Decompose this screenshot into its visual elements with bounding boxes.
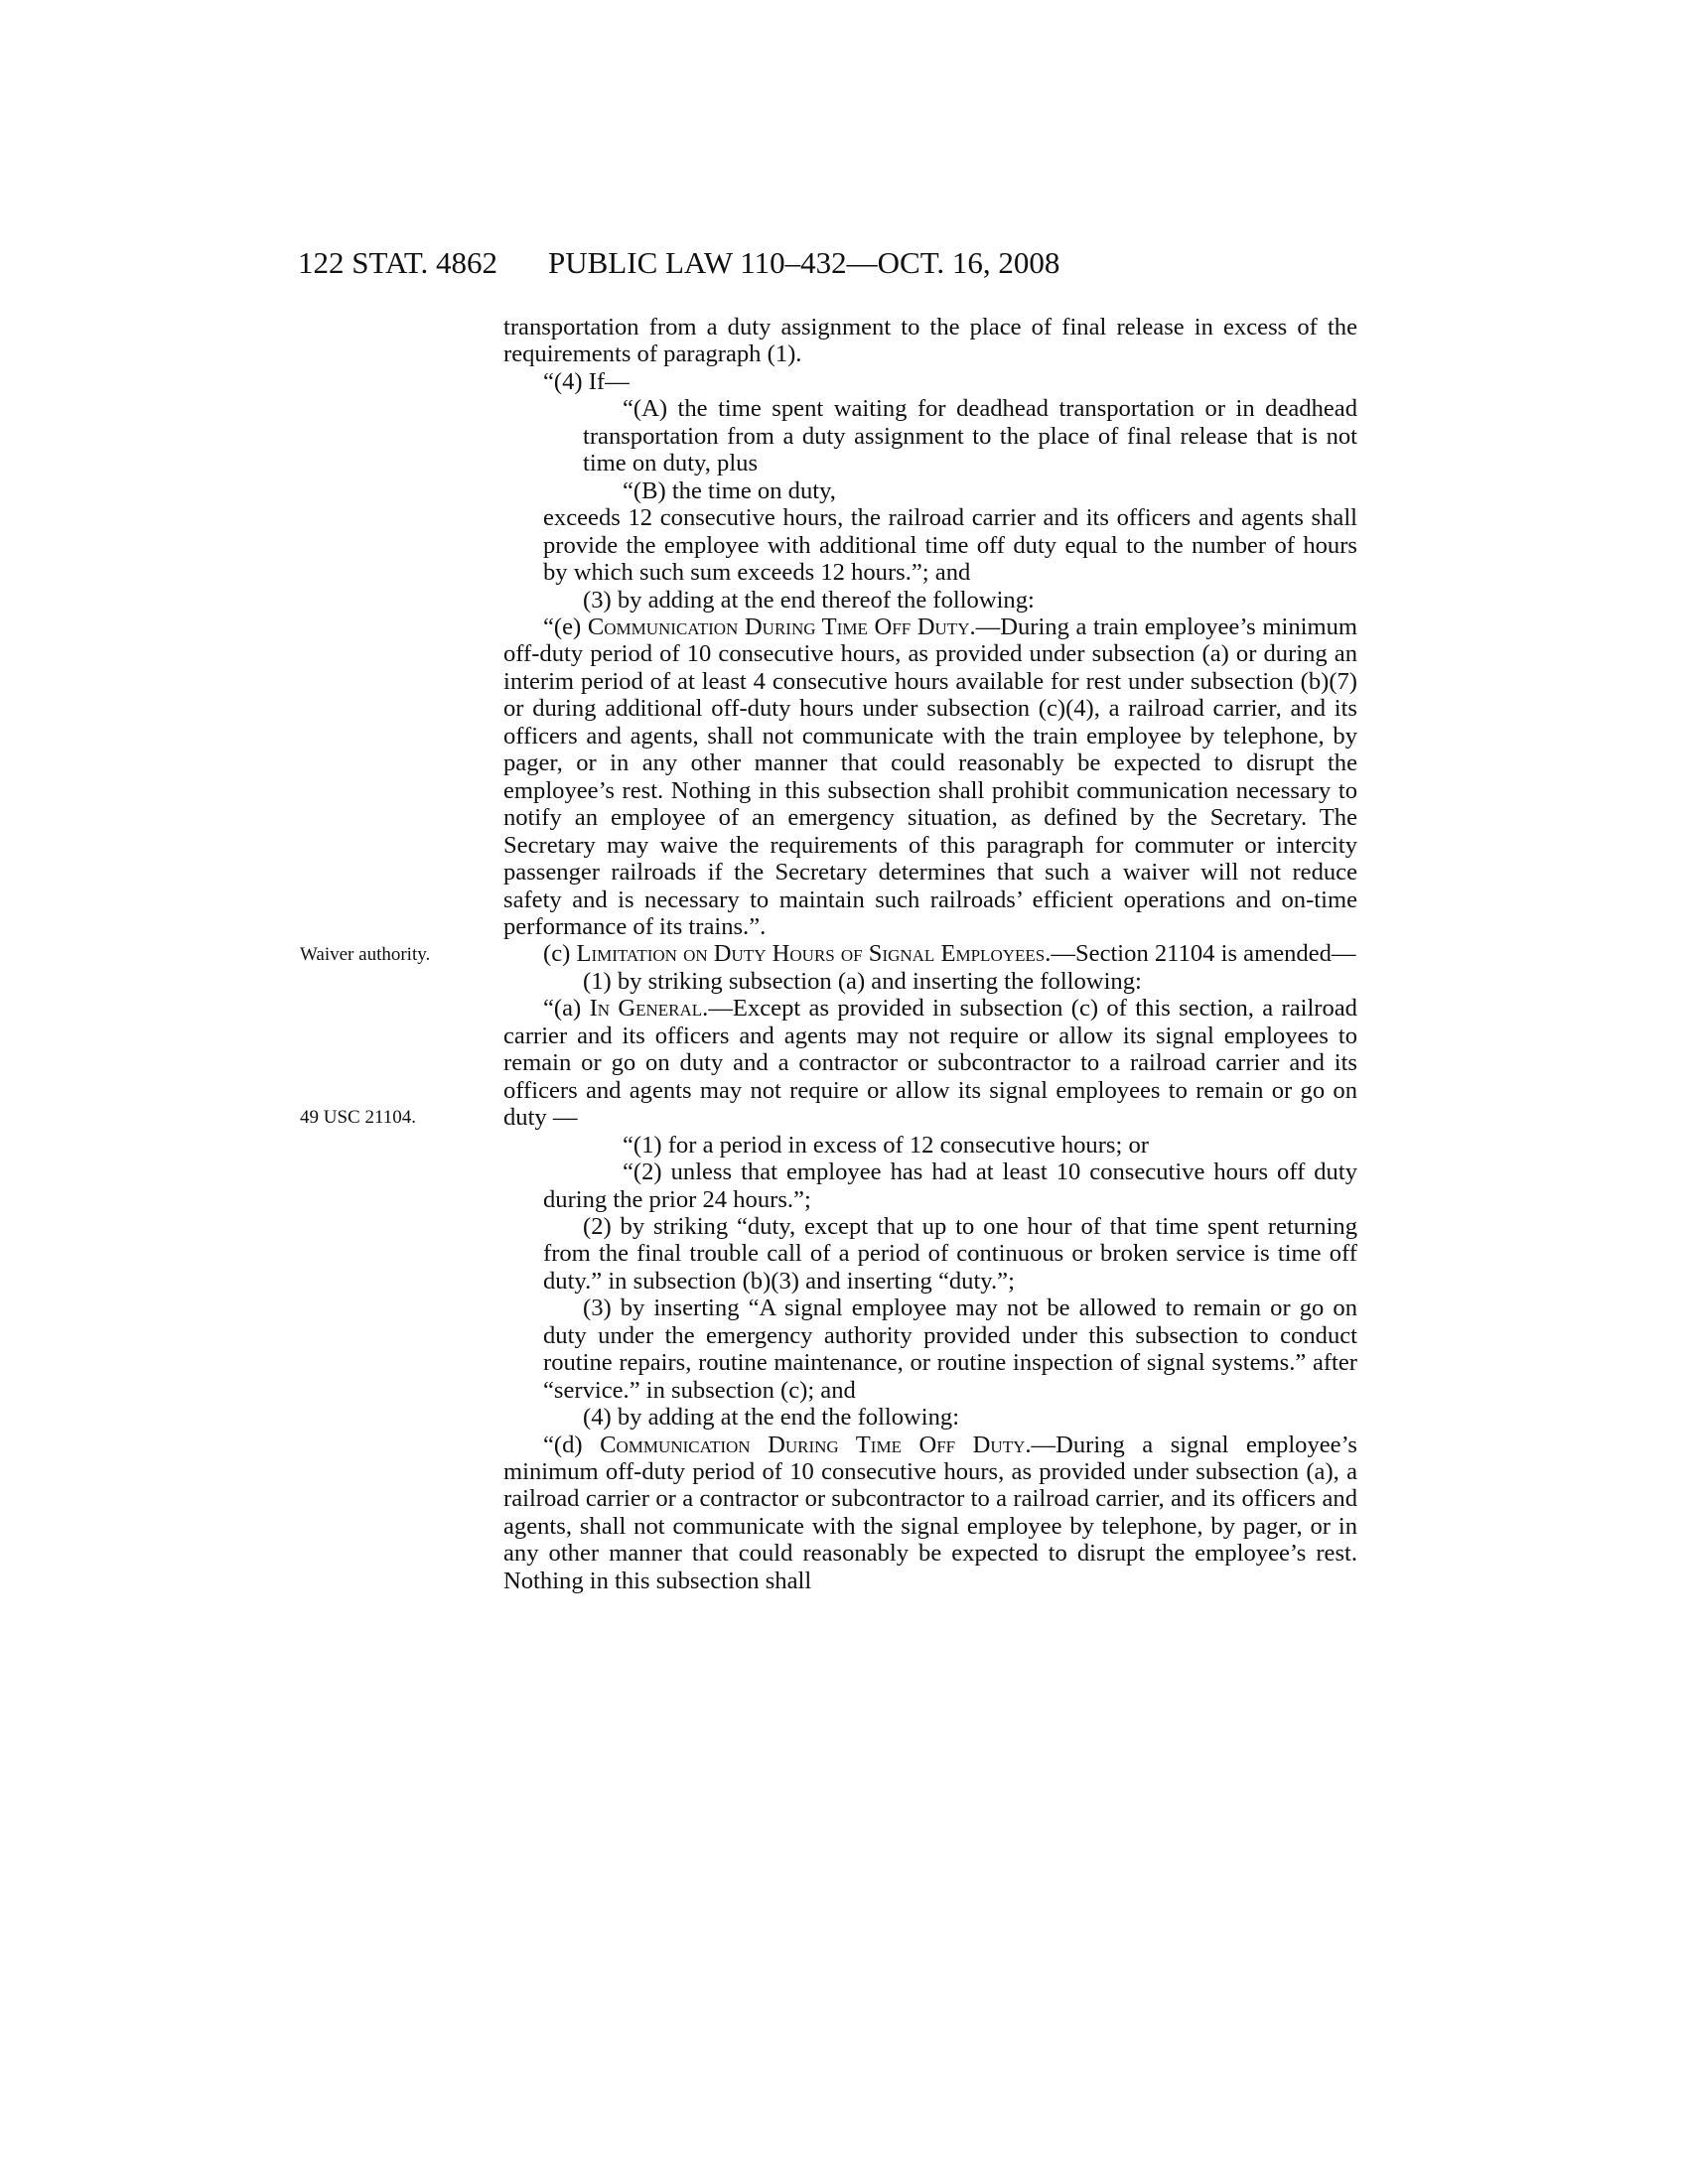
paragraph: (1) by striking subsection (a) and inserting the following:: [583, 967, 1142, 995]
paragraph-text: —Section 21104 is amended—: [1051, 940, 1356, 968]
paragraph: [503, 614, 1357, 940]
paragraph: “(1) for a period in excess of 12 consecutive hours; or: [623, 1131, 1149, 1159]
margin-note-usc: 49 USC 21104.: [300, 1107, 417, 1128]
paragraph: (3) by adding at the end thereof the following:: [583, 586, 1035, 614]
body-text: [503, 314, 1357, 1594]
paragraph: (3) by inserting “A signal employee may not be allowed to remain or go on duty under the emergency authority provided under this subsection to conduct routine repairs, routine maintenance, or routine inspection of signal systems.” after “service.” in subsection (c); and: [543, 1295, 1357, 1404]
page-header: [0, 245, 1688, 285]
section-heading: Communication During Time Off Duty.: [587, 613, 976, 640]
paragraph-lead: “(d): [543, 1431, 601, 1458]
section-heading: In General.: [589, 995, 709, 1023]
paragraph: exceeds 12 consecutive hours, the railroad carrier and its officers and agents shall provide the employee with additional time off duty equal to the number of hours by which such sum exceeds 12 hours.”; and: [543, 504, 1357, 587]
paragraph-text: —During a signal employee’s minimum off-duty period of 10 consecutive hours, as provided under subsection (a), a railroad carrier or a contractor or subcontractor to a railroad carrier, and its officers and agents, shall not communicate with the signal employee by telephone, by pager, or in any other manner that could reasonably be expected to disrupt the employee’s rest. Nothing in this subsection shall: [503, 1431, 1358, 1594]
section-heading: Limitation on Duty Hours of Signal Employees.: [576, 940, 1052, 968]
section-heading: Communication During Time Off Duty.: [600, 1431, 1032, 1458]
paragraph-text: —Except as provided in subsection (c) of this section, a railroad carrier and its officers and agents may not require or allow its signal employees to remain or go on duty and a contractor or subcontractor to a railroad carrier and its officers and agents may not require or allow its signal employees to remain or go on duty —: [503, 995, 1357, 1132]
paragraph-lead: “(a): [543, 995, 590, 1023]
paragraph: “(B) the time on duty,: [623, 477, 836, 504]
paragraph: transportation from a duty assignment to the place of final release in excess of the requirements of paragraph (1).: [503, 314, 1357, 368]
running-title: PUBLIC LAW 110–432—OCT. 16, 2008: [548, 245, 1060, 280]
paragraph-text: —During a train employee’s minimum off-duty period of 10 consecutive hours, as provided under subsection (a) or during an interim period of at least 4 consecutive hours available for rest under subsection (b)(7) or during additional off-duty hours under subsection (c)(4), a railroad carrier, and its officers and agents, shall not communicate with the train employee by telephone, by pager, or in any other manner that could reasonably be expected to disrupt the employee’s rest. Nothing in this subsection shall prohibit communication necessary to notify an employee of an emergency situation, as defined by the Secretary. The Secretary may waive the requirements of this paragraph for commuter or intercity passenger railroads if the Secretary determines that such a waiver will not reduce safety and is necessary to maintain such railroads’ efficient operations and on-time performance of its trains.”.: [503, 613, 1357, 940]
paragraph: [503, 940, 1357, 967]
paragraph: “(4) If—: [543, 367, 630, 395]
paragraph-lead: “(e): [543, 613, 588, 640]
paragraph: [503, 1432, 1357, 1595]
paragraph-lead: (c): [543, 940, 577, 968]
paragraph: [503, 995, 1357, 1131]
paragraph: (4) by adding at the end the following:: [583, 1404, 960, 1432]
paragraph: (2) by striking “duty, except that up to one hour of that time spent returning from the final trouble call of a period of continuous or broken service is time off duty.” in subsection (b)(3) and inserting “duty.”;: [543, 1212, 1357, 1295]
paragraph: “(A) the time spent waiting for deadhead transportation or in deadhead transportation from a duty assignment to the place of final release that is not time on duty, plus: [583, 395, 1357, 478]
margin-note-waiver: Waiver authority.: [300, 944, 431, 965]
paragraph: “(2) unless that employee has had at least 10 consecutive hours off duty during the prior 24 hours.”;: [543, 1159, 1357, 1213]
statute-page-number: 122 STAT. 4862: [298, 245, 498, 280]
